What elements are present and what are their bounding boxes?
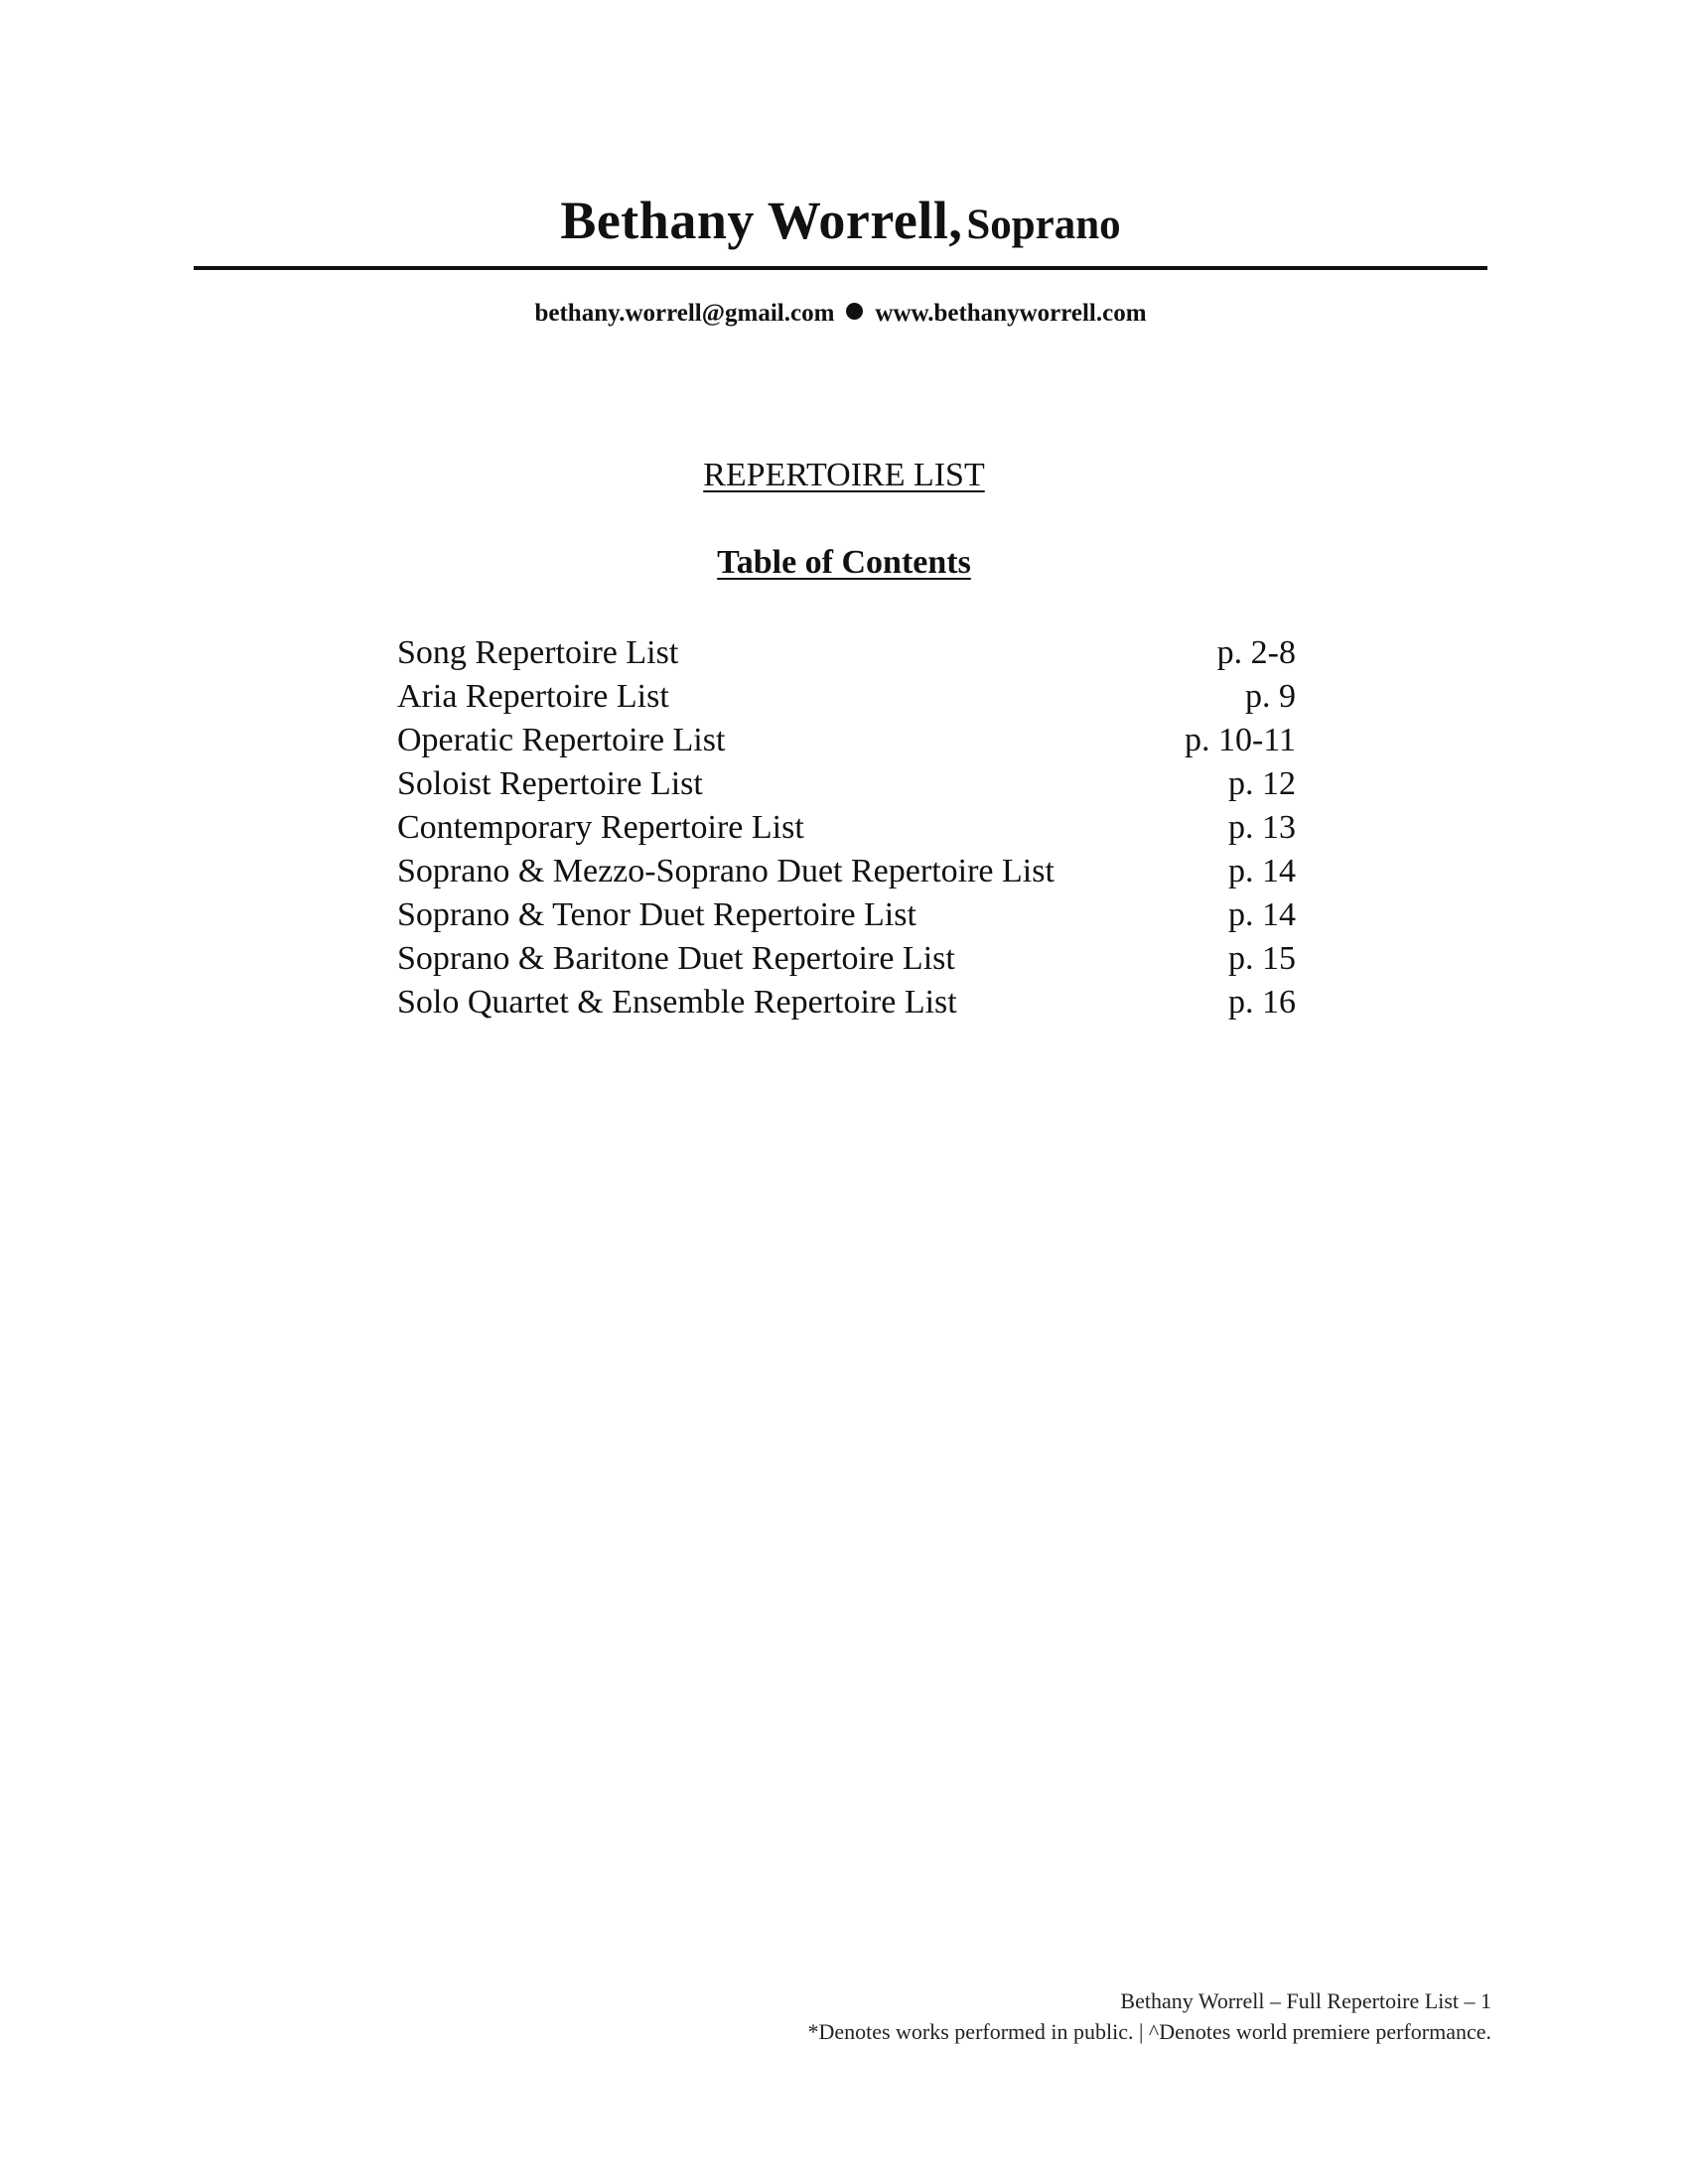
toc-entry[interactable] [397, 981, 1296, 1024]
toc-entry[interactable] [397, 762, 1296, 806]
repertoire-title: REPERTOIRE LIST [703, 457, 985, 493]
header-rule [194, 266, 1487, 270]
toc-entry-label: Aria Repertoire List [397, 678, 669, 715]
toc-entry[interactable] [397, 675, 1296, 719]
toc-entry[interactable] [397, 893, 1296, 937]
document-header [194, 191, 1487, 250]
toc-entry-pages: p. 2-8 [1216, 634, 1296, 671]
footer-note: *Denotes works performed in public. | ^Denotes world premiere performance. [807, 2019, 1491, 2044]
toc-entry-label: Operatic Repertoire List [397, 722, 726, 758]
page-footer [807, 1985, 1491, 2047]
toc-entry-pages: p. 9 [1245, 678, 1296, 715]
toc-entry-label: Solo Quartet & Ensemble Repertoire List [397, 984, 957, 1021]
email-link[interactable]: bethany.worrell@gmail.com [534, 300, 835, 327]
toc-entry[interactable] [397, 850, 1296, 893]
toc-entry-label: Soloist Repertoire List [397, 765, 703, 802]
toc-entry-pages: p. 14 [1228, 853, 1296, 889]
toc-entry[interactable] [397, 937, 1296, 981]
toc-entry[interactable] [397, 631, 1296, 675]
voice-type: Soprano [966, 202, 1121, 248]
toc-entry-pages: p. 13 [1228, 809, 1296, 846]
toc-title: Table of Contents [717, 544, 971, 581]
toc-entry-label: Soprano & Mezzo-Soprano Duet Repertoire List [397, 853, 1055, 889]
toc-entry-label: Soprano & Baritone Duet Repertoire List [397, 940, 955, 977]
toc-entry[interactable] [397, 719, 1296, 762]
toc-entry-pages: p. 14 [1228, 896, 1296, 933]
footer-title: Bethany Worrell – Full Repertoire List – 1 [1120, 1988, 1491, 2013]
toc-entry-pages: p. 12 [1228, 765, 1296, 802]
toc-entry-pages: p. 15 [1228, 940, 1296, 977]
toc-entry-pages: p. 16 [1228, 984, 1296, 1021]
toc-entry-label: Song Repertoire List [397, 634, 679, 671]
toc-entry[interactable] [397, 806, 1296, 850]
table-of-contents [397, 631, 1296, 1024]
bullet-separator-icon [846, 303, 863, 320]
toc-entry-label: Soprano & Tenor Duet Repertoire List [397, 896, 916, 933]
contact-line [194, 300, 1487, 328]
toc-entry-pages: p. 10-11 [1184, 722, 1296, 758]
performer-name: Bethany Worrell, [560, 191, 963, 250]
toc-entry-label: Contemporary Repertoire List [397, 809, 804, 846]
website-link[interactable]: www.bethanyworrell.com [875, 300, 1147, 327]
